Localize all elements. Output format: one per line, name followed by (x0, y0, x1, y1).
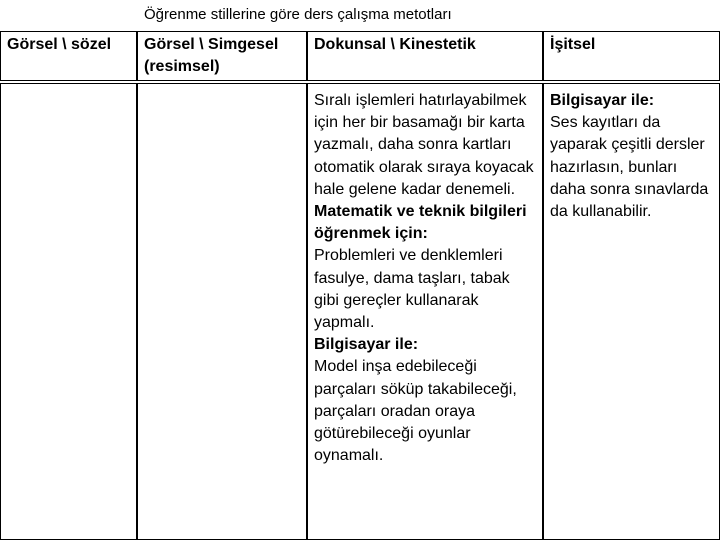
table-caption: Öğrenme stillerine göre ders çalışma metotları (144, 6, 452, 23)
tactile-heading-math: Matematik ve teknik bilgileri öğrenmek için: (314, 203, 527, 243)
cell-visual-verbal (0, 83, 137, 540)
tactile-heading-computer: Bilgisayar ile: (314, 336, 419, 354)
header-visual-symbolic: Görsel \ Simgesel (resimsel) (137, 31, 307, 81)
cell-visual-symbolic (137, 83, 307, 540)
cell-tactile-kinesthetic (307, 83, 543, 540)
header-auditory: İşitsel (543, 31, 720, 81)
tactile-paragraph-3: Model inşa edebileceği parçaları söküp takabileceği, parçaları oradan oraya götürebileceği oyunlar oynamalı. (314, 358, 517, 465)
auditory-paragraph-1: Ses kayıtları da yaparak çeşitli dersler hazırlasın, bunları daha sonra sınavlarda da kullanabilir. (550, 114, 709, 221)
learning-styles-table (0, 31, 720, 540)
tactile-paragraph-1: Sıralı işlemleri hatırlayabilmek için her bir basamağı bir karta yazmalı, daha sonra kartları otomatik olarak sıraya koyacak hale gelene kadar denemeli. (314, 92, 534, 198)
header-tactile-kinesthetic: Dokunsal \ Kinestetik (307, 31, 543, 81)
auditory-heading-computer: Bilgisayar ile: (550, 92, 655, 109)
tactile-paragraph-2: Problemleri ve denklemleri fasulye, dama taşları, tabak gibi gereçler kullanarak yapmalı. (314, 247, 510, 332)
cell-auditory (543, 83, 720, 540)
header-visual-verbal: Görsel \ sözel (0, 31, 137, 81)
